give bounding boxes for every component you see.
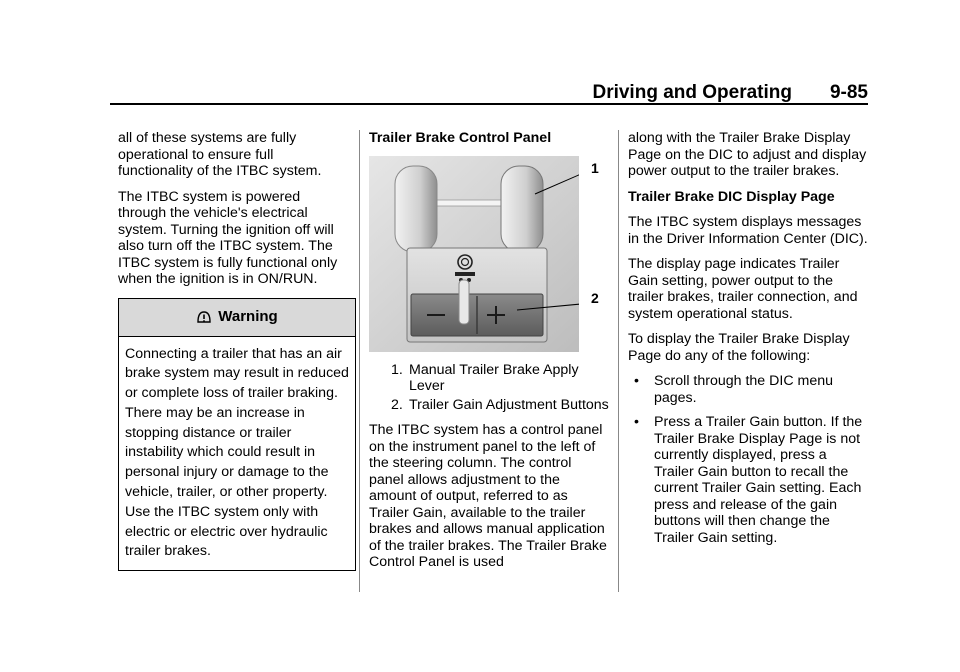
list-item: • Scroll through the DIC menu pages.	[634, 373, 834, 406]
section-heading: Trailer Brake DIC Display Page	[628, 188, 835, 205]
bullet-icon: •	[634, 373, 639, 389]
callout-2: 2	[591, 289, 599, 306]
warning-triangle-icon	[196, 309, 212, 325]
control-panel-illustration	[369, 156, 579, 352]
column-right	[628, 130, 868, 554]
column-middle	[369, 130, 609, 580]
section-title: Driving and Operating	[592, 82, 792, 103]
callout-1: 1	[591, 159, 599, 176]
column-divider	[359, 130, 360, 592]
bullet-icon: •	[634, 414, 639, 430]
paragraph: To display the Trailer Brake Display Page do any of the following:	[628, 331, 850, 364]
warning-header	[119, 299, 355, 337]
paragraph: The display page indicates Trailer Gain setting, power output to the trailer brakes, trailer connection, and system operational status.	[628, 256, 858, 322]
paragraph: all of these systems are fully operational to ensure full functionality of the ITBC system.	[118, 130, 322, 179]
paragraph: The ITBC system displays messages in the Driver Information Center (DIC).	[628, 214, 868, 247]
list-item: • Press a Trailer Gain button. If the Trailer Brake Display Page is not currently displayed, press a Trailer Gain button to recall the current Trailer Gain setting. Each press and release of the gain buttons will then change the Trailer Gain setting.	[634, 414, 863, 546]
paragraph: The ITBC system is powered through the vehicle's electrical system. Turning the ignition off will also turn off the ITBC system. The ITBC system is fully functional only when the ignition is in ON/RUN.	[118, 188, 338, 287]
page-number: 9-85	[829, 82, 868, 103]
warning-box	[118, 298, 356, 572]
trailer-brake-panel-figure	[369, 156, 607, 352]
column-left	[118, 130, 350, 571]
bullet-list	[628, 373, 868, 546]
list-item: 2. Trailer Gain Adjustment Buttons	[391, 396, 609, 413]
figure-legend	[369, 362, 609, 414]
list-item: 1. Manual Trailer Brake Apply Lever	[391, 361, 579, 394]
paragraph: along with the Trailer Brake Display Page on the DIC to adjust and display power output to the trailer brakes.	[628, 130, 867, 179]
section-heading: Trailer Brake Control Panel	[369, 130, 552, 146]
column-divider	[618, 130, 619, 592]
warning-text: Connecting a trailer that has an air brake system may result in reduced or complete loss of trailer braking. There may be an increase in stopping distance or trailer instability which could result in personal injury or damage to the vehicle, trailer, or other property. Use the ITBC system only with electric or electric over hydraulic trailer brakes.	[125, 345, 349, 560]
warning-title: Warning	[218, 307, 278, 325]
paragraph: The ITBC system has a control panel on the instrument panel to the left of the steering column. The control panel allows adjustment to the amount of output, referred to as Trailer Gain, available to the trailer brakes and allows manual application of the trailer brakes. The Trailer Brake Control Panel is used	[369, 422, 607, 570]
header-rule	[110, 103, 868, 105]
